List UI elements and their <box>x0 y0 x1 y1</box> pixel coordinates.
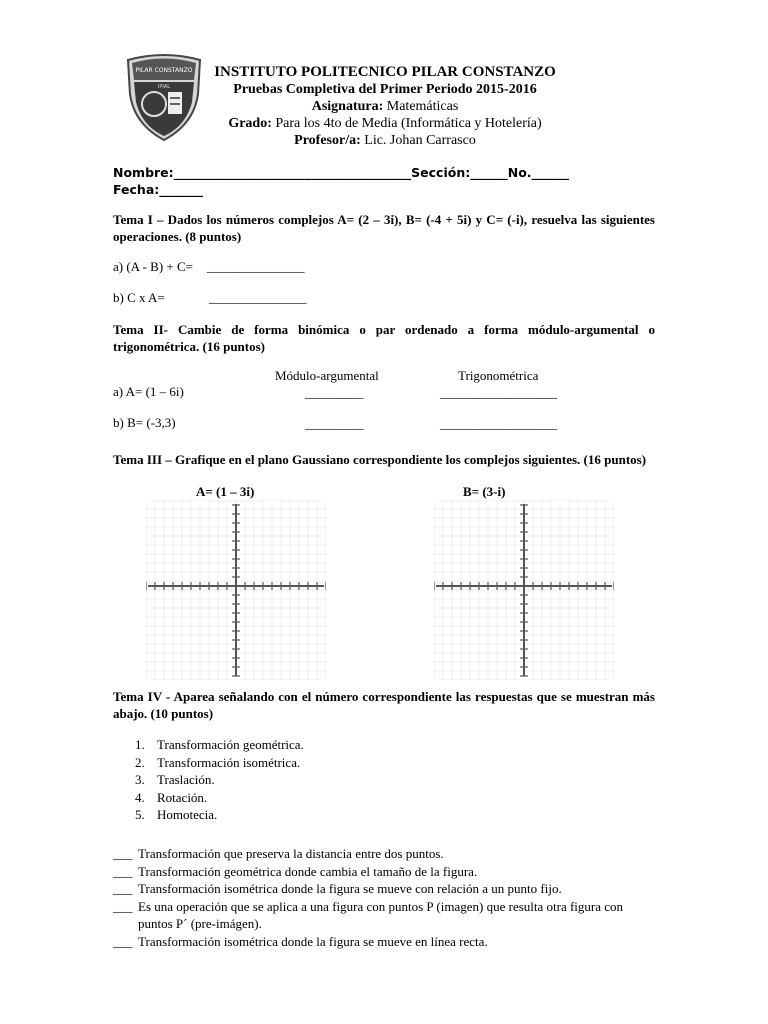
match-blank[interactable]: ___ <box>113 846 133 861</box>
date-line[interactable]: Fecha:_______ <box>113 182 204 197</box>
subject-label: Asignatura: <box>311 99 384 114</box>
match-row <box>113 898 658 933</box>
tema4-matches <box>113 845 658 950</box>
list-item-text: Transformación isométrica. <box>157 754 301 770</box>
tema2-row-a-blank1[interactable]: _________ <box>305 385 364 400</box>
subject-value: Matemáticas <box>386 99 459 114</box>
tema2-row-b-label: b) B= (-3,3) <box>113 415 176 430</box>
list-item-text: Rotación. <box>157 789 208 805</box>
tema2-title: Tema II- Cambie de forma binómica o par ordenado a forma módulo-argumental o trigonométrica. (16 puntos) <box>113 322 655 354</box>
tema4-title: Tema IV - Aparea señalando con el número correspondiente las respuestas que se muestran más abajo. (10 puntos) <box>113 689 655 721</box>
teacher-value: Lic. Johan Carrasco <box>364 133 476 148</box>
list-item-num: 3. <box>135 772 145 787</box>
list-item-num: 2. <box>135 754 145 770</box>
teacher-label: Profesor/a: <box>294 133 361 148</box>
tema3-title: Tema III – Grafique en el plano Gaussiano correspondiente los complejos siguientes. (16 puntos) <box>113 452 647 467</box>
list-item <box>135 754 304 772</box>
tema1-title: Tema I – Dados los números complejos A= (2 – 3i), B= (-4 + 5i) y C= (-i), resuelva las siguientes operaciones. (8 puntos) <box>113 212 655 244</box>
tema2-col-modulo: Módulo-argumental <box>275 368 379 383</box>
grid-b <box>434 500 614 680</box>
match-row <box>113 863 658 881</box>
list-item-num: 1. <box>135 737 145 752</box>
grade-label: Grado: <box>228 116 272 131</box>
logo-text-top: PILAR CONSTANZO <box>135 67 193 74</box>
tema2-row-a-blank2[interactable]: __________________ <box>440 385 557 400</box>
list-item-num: 4. <box>135 789 145 805</box>
tema2-col-trig: Trigonométrica <box>458 368 539 383</box>
tema2-row-b-blank1[interactable]: _________ <box>305 416 364 431</box>
match-text: Es una operación que se aplica a una figura con puntos P (imagen) que resulta otra figura con puntos P´ (pre-imágen). <box>138 898 624 931</box>
match-row <box>113 933 658 951</box>
grade-line <box>200 116 570 132</box>
match-text: Transformación isométrica donde la figura se mueve en línea recta. <box>138 933 488 949</box>
match-text: Transformación isométrica donde la figura se mueve con relación a un punto fijo. <box>138 881 562 896</box>
graph-a-label: A= (1 – 3i) <box>196 484 255 499</box>
grid-a <box>146 500 326 680</box>
list-item <box>135 789 304 807</box>
logo-text-mid: IPIAL <box>157 84 171 90</box>
match-text: Transformación geométrica donde cambia el tamaño de la figura. <box>138 863 478 879</box>
tema4-list <box>135 736 304 824</box>
tema1-a-label: a) (A - B) + C= <box>113 259 194 274</box>
logo <box>124 52 204 142</box>
tema1-b-blank[interactable]: _______________ <box>209 290 307 305</box>
list-item-text: Transformación geométrica. <box>157 737 304 752</box>
exam-title: Pruebas Completiva del Primer Periodo 2015-2016 <box>233 82 537 97</box>
list-item-text: Homotecia. <box>157 807 218 822</box>
subject-line <box>200 99 570 115</box>
match-blank[interactable]: ___ <box>113 933 133 949</box>
match-blank[interactable]: ___ <box>113 898 133 914</box>
teacher-line <box>200 133 570 149</box>
gaussian-plane-b[interactable] <box>434 500 614 680</box>
match-row <box>113 845 658 863</box>
match-blank[interactable]: ___ <box>113 881 133 896</box>
list-item <box>135 736 304 754</box>
match-blank[interactable]: ___ <box>113 863 133 879</box>
tema1-a-blank[interactable]: _______________ <box>207 259 305 274</box>
list-item <box>135 771 304 789</box>
tema2-row-b-blank2[interactable]: __________________ <box>440 416 557 431</box>
tema1-b-label: b) C x A= <box>113 290 165 305</box>
graph-b-label: B= (3-i) <box>463 484 506 499</box>
name-line[interactable]: Nombre:______________________________________Sección:______No.______ <box>113 165 570 180</box>
match-row <box>113 880 658 898</box>
list-item-num: 5. <box>135 807 145 822</box>
list-item <box>135 806 304 824</box>
grade-value: Para los 4to de Media (Informática y Hotelería) <box>275 116 542 131</box>
list-item-text: Traslación. <box>157 772 215 787</box>
tema2-row-a-label: a) A= (1 – 6i) <box>113 384 184 399</box>
gaussian-plane-a[interactable] <box>146 500 326 680</box>
institution-name: INSTITUTO POLITECNICO PILAR CONSTANZO <box>214 64 556 80</box>
match-text: Transformación que preserva la distancia entre dos puntos. <box>138 846 444 861</box>
